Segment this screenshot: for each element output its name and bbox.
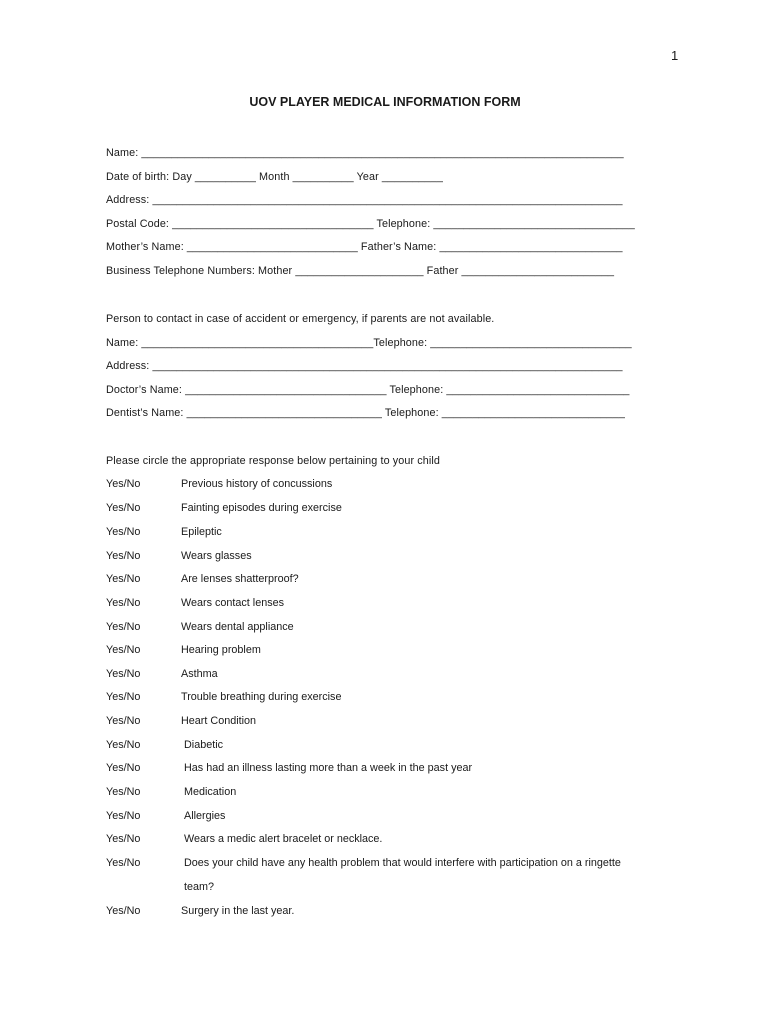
question-row [106, 502, 686, 518]
question-text: Asthma [181, 668, 218, 680]
question-row [106, 786, 686, 802]
parents-name-field[interactable]: Mother’s Name: ____________________________ Father’s Name: ______________________________ [106, 241, 623, 253]
yes-no-option[interactable]: Yes/No [106, 786, 141, 798]
question-text: Has had an illness lasting more than a week in the past year [184, 762, 473, 774]
question-row [106, 597, 686, 613]
question-row [106, 762, 686, 778]
question-text: Hearing problem [181, 644, 261, 656]
doctor-field[interactable]: Doctor’s Name: _________________________________ Telephone: ______________________________ [106, 384, 630, 396]
question-row [106, 905, 686, 921]
question-text-continuation: team? [184, 881, 215, 893]
question-row [106, 857, 686, 897]
date-of-birth-field[interactable]: Date of birth: Day __________ Month __________ Year __________ [106, 171, 443, 183]
yes-no-option[interactable]: Yes/No [106, 644, 141, 656]
question-row [106, 715, 686, 731]
yes-no-option[interactable]: Yes/No [106, 526, 141, 538]
question-text: Wears dental appliance [181, 621, 294, 633]
question-text: Allergies [184, 810, 226, 822]
question-text: Medication [184, 786, 237, 798]
yes-no-option[interactable]: Yes/No [106, 621, 141, 633]
yes-no-option[interactable]: Yes/No [106, 715, 141, 727]
question-row [106, 621, 686, 637]
yes-no-option[interactable]: Yes/No [106, 905, 141, 917]
question-text: Wears contact lenses [181, 597, 285, 609]
yes-no-option[interactable]: Yes/No [106, 478, 141, 490]
question-text: Surgery in the last year. [181, 905, 295, 917]
question-row [106, 573, 686, 589]
question-row [106, 668, 686, 684]
yes-no-option[interactable]: Yes/No [106, 597, 141, 609]
question-row [106, 833, 686, 849]
question-row [106, 691, 686, 707]
yes-no-option[interactable]: Yes/No [106, 739, 141, 751]
question-row [106, 550, 686, 566]
question-row [106, 478, 686, 494]
yes-no-option[interactable]: Yes/No [106, 833, 141, 845]
name-field[interactable]: Name: _______________________________________________________________________________ [106, 147, 624, 159]
postal-code-telephone-field[interactable]: Postal Code: _________________________________ Telephone: _________________________________ [106, 218, 635, 230]
yes-no-option[interactable]: Yes/No [106, 762, 141, 774]
yes-no-option[interactable]: Yes/No [106, 550, 141, 562]
question-text: Wears glasses [181, 550, 252, 562]
question-text: Diabetic [184, 739, 224, 751]
question-text: Epileptic [181, 526, 222, 538]
yes-no-option[interactable]: Yes/No [106, 573, 141, 585]
emergency-name-field[interactable]: Name: ______________________________________Telephone: _________________________________ [106, 337, 632, 349]
question-text: Fainting episodes during exercise [181, 502, 342, 514]
yes-no-option[interactable]: Yes/No [106, 810, 141, 822]
dentist-field[interactable]: Dentist’s Name: ________________________________ Telephone: ______________________________ [106, 407, 625, 419]
question-text: Heart Condition [181, 715, 257, 727]
business-telephone-field[interactable]: Business Telephone Numbers: Mother _____________________ Father _________________________ [106, 265, 615, 277]
question-text: Trouble breathing during exercise [181, 691, 342, 703]
question-row [106, 739, 686, 755]
questions-intro: Please circle the appropriate response below pertaining to your child [106, 455, 440, 467]
address-field[interactable]: Address: _____________________________________________________________________________ [106, 194, 623, 206]
emergency-address-field[interactable]: Address: _____________________________________________________________________________ [106, 360, 623, 372]
question-row [106, 644, 686, 660]
question-text: Previous history of concussions [181, 478, 333, 490]
yes-no-option[interactable]: Yes/No [106, 502, 141, 514]
page-number: 1 [671, 48, 679, 63]
emergency-intro: Person to contact in case of accident or emergency, if parents are not available. [106, 313, 495, 325]
question-row [106, 526, 686, 542]
yes-no-option[interactable]: Yes/No [106, 691, 141, 703]
question-text: Are lenses shatterproof? [181, 573, 299, 585]
yes-no-option[interactable]: Yes/No [106, 857, 141, 869]
form-title: UOV PLAYER MEDICAL INFORMATION FORM [249, 95, 521, 109]
question-text: Wears a medic alert bracelet or necklace. [184, 833, 383, 845]
question-text: Does your child have any health problem that would interfere with participation on a ringette [184, 857, 621, 869]
question-row [106, 810, 686, 826]
yes-no-option[interactable]: Yes/No [106, 668, 141, 680]
